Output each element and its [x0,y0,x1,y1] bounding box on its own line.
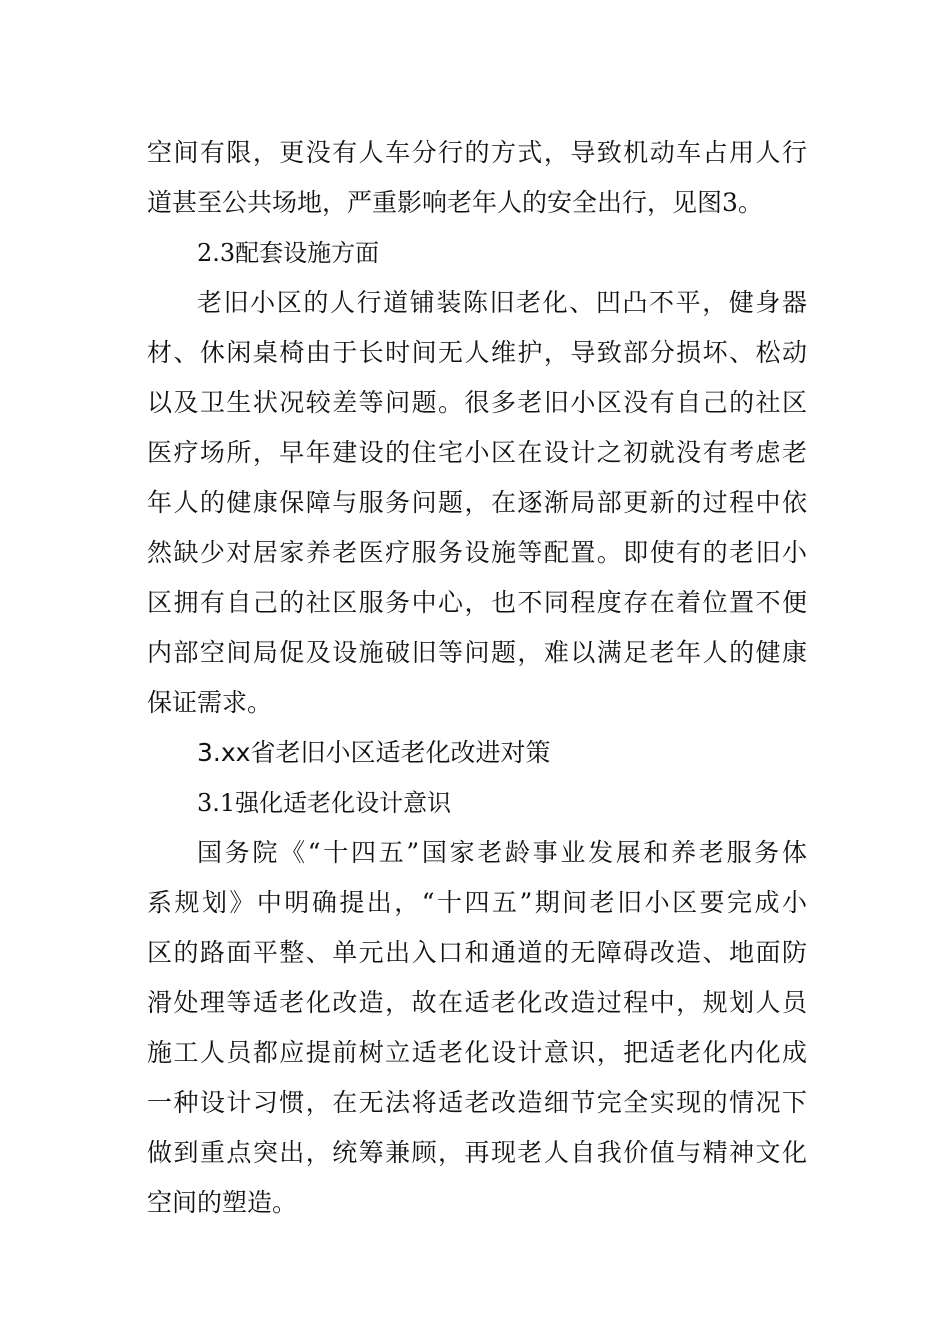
paragraph-3-line-2: 系规划》中明确提出，“十四五”期间老旧小区要完成小 [147,888,807,917]
paragraph-1-line-2: 道甚至公共场地，严重影响老年人的安全出行，见图3。 [147,188,763,217]
paragraph-2-line-5: 年人的健康保障与服务问题，在逐渐局部更新的过程中依 [147,488,807,517]
paragraph-1-line-1: 空间有限，更没有人车分行的方式，导致机动车占用人行 [147,138,807,167]
paragraph-3-line-4: 滑处理等适老化改造，故在适老化改造过程中，规划人员 [147,988,807,1017]
paragraph-3-line-3: 区的路面平整、单元出入口和通道的无障碍改造、地面防 [147,938,807,967]
paragraph-3-line-8: 空间的塑造。 [147,1188,298,1217]
section-2-3-heading: 2.3配套设施方面 [197,239,380,267]
paragraph-3-line-5: 施工人员都应提前树立适老化设计意识，把适老化内化成 [147,1038,807,1067]
section-3-1-heading: 3.1强化适老化设计意识 [197,789,452,817]
paragraph-2-line-3: 以及卫生状况较差等问题。很多老旧小区没有自己的社区 [147,388,807,417]
paragraph-2-line-2: 材、休闲桌椅由于长时间无人维护，导致部分损坏、松动 [147,338,807,367]
section-3-heading: 3.xx省老旧小区适老化改进对策 [197,738,551,767]
paragraph-2-line-8: 内部空间局促及设施破旧等问题，难以满足老年人的健康 [147,638,807,667]
paragraph-3-line-1: 国务院《“十四五”国家老龄事业发展和养老服务体 [197,838,807,867]
paragraph-2-line-6: 然缺少对居家养老医疗服务设施等配置。即使有的老旧小 [147,538,807,567]
paragraph-3-line-7: 做到重点突出，统筹兼顾，再现老人自我价值与精神文化 [147,1138,807,1167]
paragraph-3-line-6: 一种设计习惯，在无法将适老改造细节完全实现的情况下 [147,1088,807,1117]
paragraph-2-line-1: 老旧小区的人行道铺装陈旧老化、凹凸不平，健身器 [197,288,807,317]
paragraph-2-line-9: 保证需求。 [147,688,273,717]
paragraph-2-line-4: 医疗场所，早年建设的住宅小区在设计之初就没有考虑老 [147,438,807,467]
paragraph-2-line-7: 区拥有自己的社区服务中心，也不同程度存在着位置不便 [147,588,807,617]
